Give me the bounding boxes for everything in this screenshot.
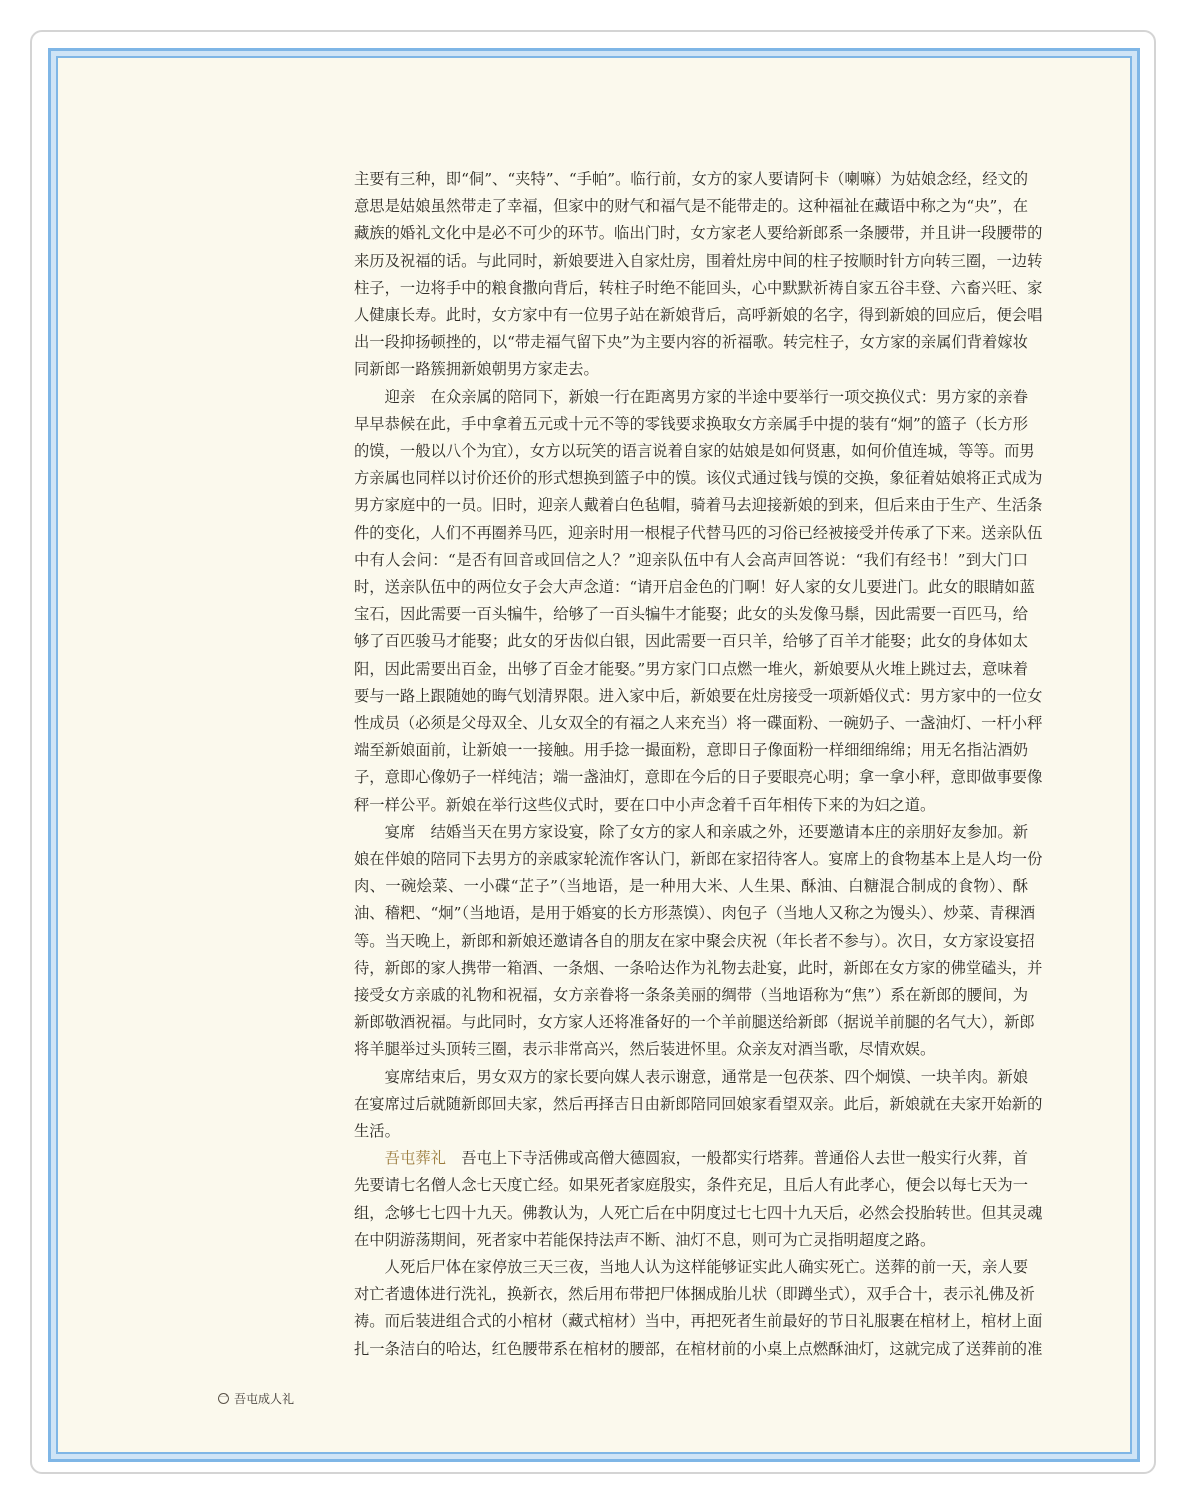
text-line: 祷。而后装进组合式的小棺材（藏式棺材）当中，再把死者生前最好的节日礼服裹在棺材上，棺材上面 [354, 1312, 1043, 1331]
text-line: 扎一条洁白的哈达，红色腰带系在棺材的腰部，在棺材前的小桌上点燃酥油灯，这就完成了送葬前的准 [354, 1339, 1043, 1358]
text-line: 秤一样公平。新娘在举行这些仪式时，要在口中小声念着千百年相传下来的为妇之道。 [354, 795, 936, 814]
text-line: 同新郎一路簇拥新娘朝男方家走去。 [354, 360, 599, 379]
text-line: 在宴席过后就随新郎回夫家，然后再择吉日由新郎陪同回娘家看望双亲。此后，新娘就在夫家开始新的 [354, 1094, 1043, 1113]
text-line: 油、稽粑、“炯”（当地语，是用于婚宴的长方形蒸馍）、肉包子（当地人又称之为馒头）、炒菜、青稞酒 [354, 904, 1036, 923]
text-line: 生活。 [354, 1122, 400, 1140]
text-line: 待，新郎的家人携带一箱酒、一条烟、一条哈达作为礼物去赴宴，此时，新郎在女方家的佛堂磕头，并 [354, 958, 1043, 977]
body-text [354, 58, 1043, 1358]
text-line: 来历及祝福的话。与此同时，新娘要进入自家灶房，围着灶房中间的柱子按顺时针方向转三圈，一边转 [354, 251, 1043, 270]
scanned-page [56, 56, 1132, 1454]
footer-circle-mark: 一 [219, 1393, 229, 1403]
text-line: 先要请七名僧人念七天度亡经。如果死者家庭殷实，条件充足，且后人有此孝心，便会以每七天为一 [354, 1176, 1028, 1195]
text-line: 中有人会问：“是否有回音或回信之人？”迎亲队伍中有人会高声回答说：“我们有经书！”到大门口 [354, 550, 1028, 569]
text-line: 意思是姑娘虽然带走了幸福，但家中的财气和福气是不能带走的。这种福祉在藏语中称之为“央”，在 [354, 197, 1028, 216]
text-line: 子，意即心像奶子一样纯洁；端一盏油灯，意即在今后的日子要眼亮心明；拿一拿小秤，意即做事要像 [354, 768, 1043, 787]
text-line: 新郎敬酒祝福。与此同时，女方家人还将准备好的一个羊前腿送给新郎（据说羊前腿的名气大），新郎 [354, 1013, 1035, 1032]
text-line: 性成员（必须是父母双全、儿女双全的有福之人来充当）将一碟面粉、一碗奶子、一盏油灯、一杆小秤 [354, 714, 1043, 732]
text-line: 件的变化，人们不再圈养马匹，迎亲时用一根棍子代替马匹的习俗已经被接受并传承了下来。送亲队伍 [354, 523, 1043, 542]
text-line: 人死后尸体在家停放三天三夜，当地人认为这样能够证实此人确实死亡。送葬的前一天，亲人要 [354, 1258, 1028, 1276]
text-line: 对亡者遗体进行洗礼，换新衣，然后用布带把尸体捆成胎儿状（即蹲坐式），双手合十，表示礼佛及祈 [354, 1285, 1035, 1304]
text-line: 够了百匹骏马才能娶；此女的牙齿似白银，因此需要一百只羊，给够了百羊才能娶；此女的身体如太 [354, 632, 1028, 651]
text-line: 端至新娘面前，让新娘一一接触。用手捻一撮面粉，意即日子像面粉一样细细绵绵；用无名指沾酒奶 [354, 741, 1028, 760]
text-line: 主要有三种，即“侗”、“夹特”、“手帕”。临行前，女方的家人要请阿卡（喇嘛）为姑娘念经，经文的 [354, 170, 1029, 188]
text-line: 人健康长寿。此时，女方家中有一位男子站在新娘背后，高呼新娘的名字，得到新娘的回应后，便会唱 [354, 306, 1043, 324]
text-line: 藏族的婚礼文化中是必不可少的环节。临出门时，女方家老人要给新郎系一条腰带，并且讲一段腰带的 [354, 224, 1043, 243]
text-line: 时，送亲队伍中的两位女子会大声念道：“请开启金色的门啊！好人家的女儿要进门。此女的眼睛如蓝 [354, 578, 1035, 596]
text-line: 等。当天晚上，新郎和新娘还邀请各自的朋友在家中聚会庆祝（年长者不参与）。次日，女方家设宴招 [354, 931, 1035, 950]
page-frame [48, 48, 1140, 1462]
text-line: 宝石，因此需要一百头犏牛，给够了一百头犏牛才能娶；此女的头发像马鬃，因此需要一百匹马，给 [354, 605, 1028, 624]
text-line: 的馍，一般以八个为宜），女方以玩笑的语言说着自家的姑娘是如何贤惠，如何价值连城，等等。而男 [354, 442, 1035, 460]
text-line: 组，念够七七四十九天。佛教认为，人死亡后在中阴度过七七四十九天后，必然会投胎转世。但其灵魂 [354, 1203, 1043, 1222]
section-heading: 吾屯葬礼 [384, 1149, 446, 1168]
text-line: 男方家庭中的一员。旧时，迎亲人戴着白色毡帽，骑着马去迎接新娘的到来，但后来由于生产、生活条 [354, 496, 1043, 515]
text-line: 接受女方亲戚的礼物和祝福，女方亲眷将一条条美丽的绸带（当地语称为“焦”）系在新郎的腰间，为 [354, 986, 1028, 1004]
page-footer [218, 1390, 294, 1407]
text-line: 出一段抑扬顿挫的，以“带走福气留下央”为主要内容的祈福歌。转完柱子，女方家的亲属们背着嫁妆 [354, 333, 1028, 352]
text-line: 柱子，一边将手中的粮食撒向背后，转柱子时绝不能回头，心中默默祈祷自家五谷丰登、六畜兴旺、家 [354, 278, 1043, 297]
text-line: 阳，因此需要出百金，出够了百金才能娶。”男方家门口点燃一堆火，新娘要从火堆上跳过去，意味着 [354, 659, 1028, 678]
text-line: 方亲属也同样以讨价还价的形式想换到篮子中的馍。该仪式通过钱与馍的交换，象征着姑娘将正式成为 [354, 469, 1043, 488]
text-line: 早早恭候在此，手中拿着五元或十元不等的零钱要求换取女方亲属手中提的装有“炯”的篮子（长方形 [354, 414, 1028, 433]
text-line: 迎亲 在众亲属的陪同下，新娘一行在距离男方家的半途中要举行一项交换仪式：男方家的亲眷 [354, 387, 1028, 406]
text-line: 娘在伴娘的陪同下去男方的亲戚家轮流作客认门，新郎在家招待客人。宴席上的食物基本上是人均一份 [354, 850, 1043, 868]
text-line: 宴席 结婚当天在男方家设宴，除了女方的家人和亲戚之外，还要邀请本庄的亲朋好友参加。新 [354, 822, 1028, 841]
text-line: 肉、一碗烩菜、一小碟“芷子”（当地语，是一种用大米、人生果、酥油、白糖混合制成的食物）、酥 [354, 877, 1028, 896]
text-line: 将羊腿举过头顶转三圈，表示非常高兴，然后装进怀里。众亲友对酒当歌，尽情欢娱。 [354, 1040, 936, 1059]
text-line: 要与一路上跟随她的晦气划清界限。进入家中后，新娘要在灶房接受一项新婚仪式：男方家中的一位女 [354, 686, 1043, 705]
text-line: 在中阴游荡期间，死者家中若能保持法声不断、油灯不息，则可为亡灵指明超度之路。 [354, 1230, 936, 1249]
text-line: 吾屯葬礼 吾屯上下寺活佛或高僧大德圆寂，一般都实行塔葬。普通俗人去世一般实行火葬，首 [384, 1149, 1028, 1168]
footer-label: 吾屯成人礼 [234, 1392, 295, 1406]
text-line: 宴席结束后，男女双方的家长要向媒人表示谢意，通常是一包茯茶、四个炯馍、一块羊肉。新娘 [354, 1067, 1028, 1086]
